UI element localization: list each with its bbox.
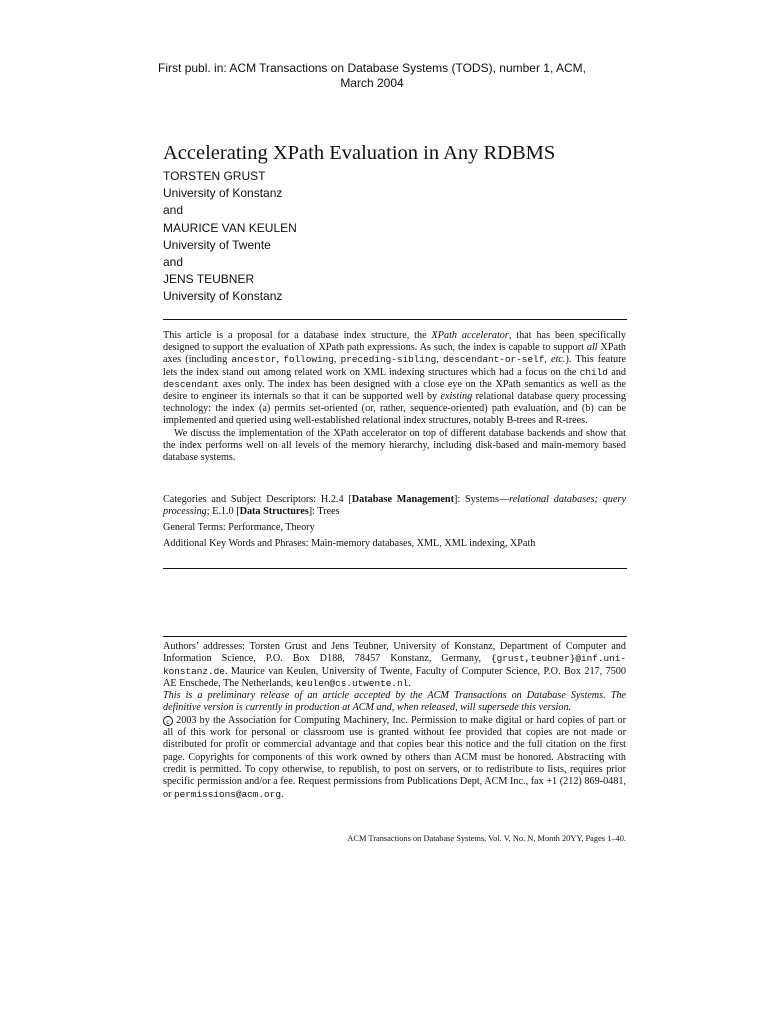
axis-name: preceding-sibling xyxy=(340,354,437,366)
abstract-text: , that has been specifically designed to support the evaluation of XPath path expressions. As such, the index is capable to support xyxy=(163,330,627,354)
paper-title: Accelerating XPath Evaluation in Any RDBMS xyxy=(163,141,556,164)
email-link[interactable]: {grust,teubner}@inf.uni-konstanz.de xyxy=(163,653,626,677)
abstract-top-rule xyxy=(163,319,627,320)
abstract-bottom-rule xyxy=(163,568,627,569)
author-name: MAURICE VAN KEULEN xyxy=(163,220,297,235)
abstract-paragraph-1 xyxy=(163,330,626,428)
author-separator: and xyxy=(163,203,184,218)
abstract-text: This article is a proposal for a database index structure, the xyxy=(163,330,432,341)
footnote-text: . xyxy=(408,677,411,689)
footnote xyxy=(163,641,626,801)
author-name: JENS TEUBNER xyxy=(163,272,255,287)
axis-name: child xyxy=(579,366,608,378)
meta-text: Categories and Subject Descriptors: H.2.4 [ xyxy=(163,494,352,505)
paper-metadata xyxy=(163,494,626,554)
email-link[interactable]: keulen@cs.utwente.nl xyxy=(295,677,409,689)
footnote-text: 2003 by the Association for Computing Machinery, Inc. Permission to make digital or hard copies of part or all of this work for personal or classroom use is granted without fee provided that copies are not made or distributed for profit or commercial advantage and that copies bear this notice and the full citation on the first page. Copyrights for components of this work owned by others than ACM must be honored. Abstracting with credit is permitted. To copy otherwise, to republish, to post on servers, or to redistribute to lists, requires prior specific permission and/or a fee. Request permissions from Publications Dept, ACM Inc., fax +1 (212) 869-0481, or xyxy=(163,714,626,800)
abstract-text: XPath axes (including xyxy=(163,342,626,366)
abstract-emphasis: all xyxy=(586,342,598,354)
meta-text: ]: Systems— xyxy=(453,494,510,505)
axis-name: ancestor xyxy=(231,354,277,366)
axis-name: following xyxy=(283,354,334,366)
email-link[interactable]: permissions@acm.org xyxy=(174,788,281,800)
axis-name: descendant-or-self xyxy=(443,354,545,366)
copyright-icon: c xyxy=(163,716,173,726)
abstract-text: axes only. The index has been designed with a close eye on the XPath semantics as well as the desire to engineer its internals so that it can be supported well by xyxy=(163,378,626,403)
author-name: TORSTEN GRUST xyxy=(163,169,266,183)
preliminary-text: This is a preliminary release of an article accepted by the ACM Transactions on Database Systems. The definitive version is currently in production at ACM and, when released, will supersede this version. xyxy=(163,690,626,714)
meta-bold: Database Management xyxy=(351,494,454,505)
abstract-emphasis: XPath accelerator xyxy=(431,330,509,341)
author-affiliation: University of Twente xyxy=(163,237,271,252)
abstract xyxy=(163,330,626,464)
author-list xyxy=(163,168,633,306)
categories-descriptors xyxy=(163,494,626,519)
abstract-text: , xyxy=(333,354,341,366)
copyright-notice xyxy=(163,715,626,801)
publication-note xyxy=(150,61,594,91)
abstract-paragraph-2: We discuss the implementation of the XPath accelerator on top of different database backends and show that the index performs well on all levels of the memory hierarchy, including disk-based and main-memory based database systems. xyxy=(163,427,626,464)
abstract-text: , xyxy=(544,354,552,366)
page-footer: ACM Transactions on Database Systems, Vol. V, No. N, Month 20YY, Pages 1–40. xyxy=(347,834,626,843)
abstract-text: ). This feature lets the index stand out among related work on XML indexing structures which had a focus on the xyxy=(163,354,627,378)
abstract-emphasis: existing xyxy=(440,391,473,403)
abstract-emphasis: etc. xyxy=(551,354,566,366)
abstract-text: relational database query processing technology: the index (a) permits set-oriented (or, rather, sequence-oriented) path evaluation, and (b) can be implemented and queried using well-established relational index structures, notably B-trees and R-trees. xyxy=(163,391,626,427)
footnote-text: . Maurice van Keulen, University of Twente, Faculty of Computer Science, P.O. Box 217, 7500 AE Enschede, The Netherlands, xyxy=(163,665,626,689)
author-affiliation: University of Konstanz xyxy=(163,289,283,304)
footnote-text: . xyxy=(280,788,284,800)
author-separator: and xyxy=(163,255,184,270)
publication-note-line-1: First publ. in: ACM Transactions on Database Systems (TODS), number 1, ACM, xyxy=(158,61,586,75)
author-addresses xyxy=(163,641,626,690)
keywords: Additional Key Words and Phrases: Main-memory databases, XML, XML indexing, XPath xyxy=(163,538,536,550)
general-terms: General Terms: Performance, Theory xyxy=(163,522,315,534)
axis-name: descendant xyxy=(163,378,220,390)
meta-text: ; E.1.0 [ xyxy=(206,506,240,518)
meta-text: ]: Trees xyxy=(308,506,340,518)
publication-note-line-2: March 2004 xyxy=(340,76,404,90)
preliminary-release-note xyxy=(163,690,626,715)
meta-emphasis: relational databases; query processing xyxy=(163,494,626,518)
footnote-rule xyxy=(163,636,627,637)
abstract-text: , xyxy=(436,354,443,366)
abstract-text: and xyxy=(607,366,626,378)
footnote-text: Authors’ addresses: Torsten Grust and Jens Teubner, University of Konstanz, Department of Computer and Information Science, P.O. Box D188, 78457 Konstanz, Germany, xyxy=(163,641,626,665)
meta-bold: Data Structures xyxy=(239,506,309,518)
author-affiliation: University of Konstanz xyxy=(163,186,283,201)
abstract-text: , xyxy=(276,354,284,366)
